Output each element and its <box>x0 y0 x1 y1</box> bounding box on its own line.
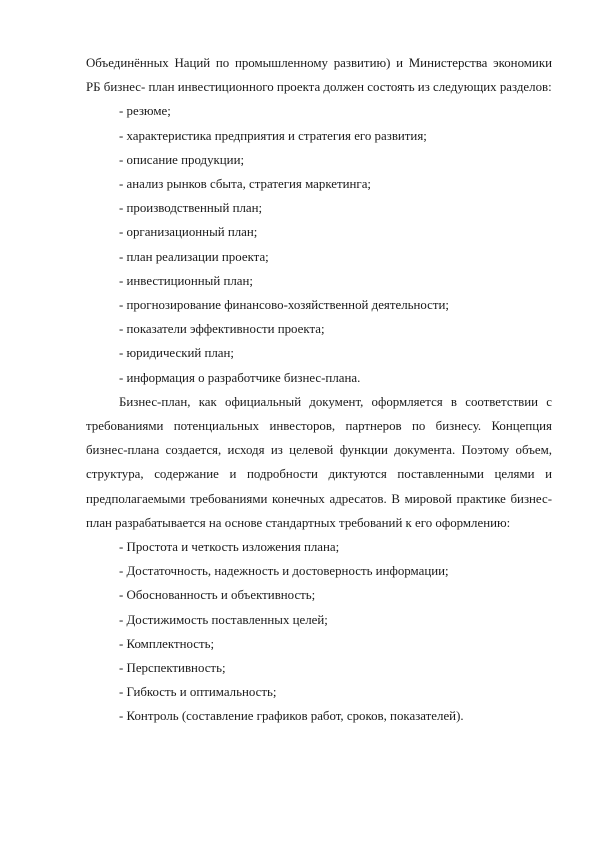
requirements-list <box>86 535 552 729</box>
list-item: - Контроль (составление графиков работ, сроков, показателей). <box>119 709 464 724</box>
list-item: - информация о разработчике бизнес-плана. <box>119 370 361 385</box>
list-item: - Комплектность; <box>119 636 215 651</box>
list-item: - прогнозирование финансово-хозяйственной деятельности; <box>119 298 450 313</box>
list-item: - организационный план; <box>119 225 258 240</box>
body-paragraph: Бизнес-план, как официальный документ, оформляется в соответствии с требованиями потенциальных инвесторов, партнеров по бизнесу. Концепция бизнес-плана создается, исходя из целевой функции документа. Поэтому объем, структура, содержание и подробности диктуются поставленными целями и предполагаемыми требованиями конечных адресатов. В мировой практике бизнес-план разрабатывается на основе стандартных требований к его оформлению: <box>86 394 552 530</box>
list-item: - анализ рынков сбыта, стратегия маркетинга; <box>119 177 371 192</box>
list-item: - резюме; <box>119 104 171 119</box>
list-item: - показатели эффективности проекта; <box>119 322 325 337</box>
intro-paragraph: Объединённых Наций по промышленному развитию) и Министерства экономики РБ бизнес- план инвестиционного проекта должен состоять из следующих разделов: <box>86 56 552 95</box>
list-item: - план реализации проекта; <box>119 249 269 264</box>
list-item: - Гибкость и оптимальность; <box>119 685 277 700</box>
list-item: - Достижимость поставленных целей; <box>119 612 328 627</box>
list-item: - характеристика предприятия и стратегия его развития; <box>119 128 427 143</box>
list-item: - Перспективность; <box>119 661 226 676</box>
sections-list <box>86 99 552 389</box>
list-item: - описание продукции; <box>119 152 245 167</box>
list-item: - производственный план; <box>119 201 263 216</box>
list-item: - Достаточность, надежность и достоверность информации; <box>119 564 449 579</box>
document-page <box>86 51 552 729</box>
list-item: - Простота и четкость изложения плана; <box>119 540 340 555</box>
list-item: - инвестиционный план; <box>119 273 253 288</box>
list-item: - Обоснованность и объективность; <box>119 588 316 603</box>
list-item: - юридический план; <box>119 346 235 361</box>
